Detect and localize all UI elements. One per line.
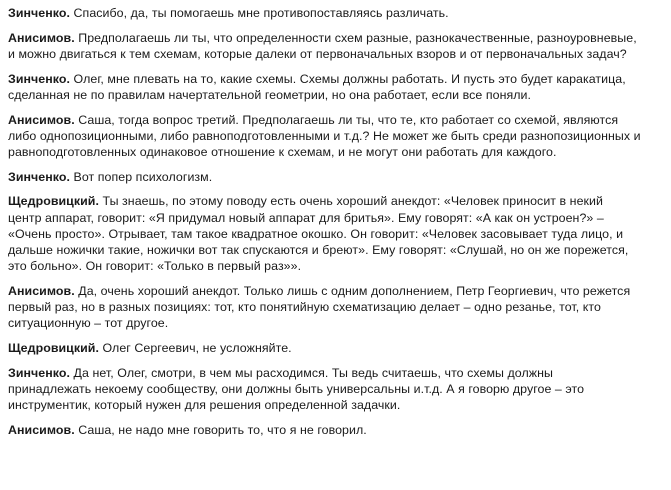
utterance-line: Саша, не надо мне говорить то, что я не говорил.	[78, 422, 367, 437]
utterance-line: дальше ножички такие, ножички вот так спускаются и бреют». Ему говорят: «Слушай, но он же порежется,	[8, 242, 629, 257]
dialogue-paragraph	[8, 71, 663, 103]
utterance-line: Олег, мне плевать на то, какие схемы. Схемы должны работать. И пусть это будет каракатица,	[73, 71, 626, 86]
speaker-name: Зинченко.	[8, 71, 71, 86]
dialogue-paragraph	[8, 340, 663, 356]
utterance-line: Да нет, Олег, смотри, в чем мы расходимся. Ты ведь считаешь, что схемы должны	[73, 365, 553, 380]
utterance-line: Да, очень хороший анекдот. Только лишь с одним дополнением, Петр Георгиевич, что режется	[78, 283, 631, 298]
speaker-name: Анисимов.	[8, 283, 75, 298]
utterance-line: Спасибо, да, ты помогаешь мне противопоставляясь различать.	[73, 6, 449, 20]
dialogue-paragraph	[8, 283, 663, 332]
dialogue-paragraph	[8, 365, 663, 414]
utterance-line: Вот попер психологизм.	[73, 169, 213, 184]
speaker-name: Щедровицкий.	[8, 340, 99, 355]
utterance-line: принадлежать некоему сообществу, они должны быть универсальны и.т.д. А я говорю другое – это	[8, 381, 585, 396]
utterance-line: Олег Сергеевич, не усложняйте.	[102, 340, 292, 355]
utterance-line: сделанная не по правилам начертательной геометрии, но она работает, если все поняли.	[8, 87, 532, 102]
utterance-line: Ты знаешь, по этому поводу есть очень хороший анекдот: «Человек приносит в некий	[102, 194, 603, 209]
utterance-line: «Очень просто». Отрывает, там такое квадратное окошко. Он говорит: «Человек засовывает туда лицо, и	[8, 226, 624, 241]
speaker-name: Зинченко.	[8, 365, 71, 380]
utterance-line: центр аппарат, говорит: «Я придумал новый аппарат для бритья». Ему говорят: «А как он устроен?» –	[8, 210, 604, 225]
speaker-name: Анисимов.	[8, 30, 75, 45]
utterance-line: это больно». Он говорит: «Только в первый раз»».	[8, 259, 302, 274]
speaker-name: Щедровицкий.	[8, 194, 99, 209]
dialogue-paragraph	[8, 422, 663, 438]
dialogue-paragraph	[8, 30, 663, 62]
utterance-line: Предполагаешь ли ты, что определенности схем разные, разнокачественные, разноуровневые,	[78, 30, 637, 45]
utterance-line: ситуационную – тот другое.	[8, 316, 169, 331]
utterance-line: равноподготовленных одинаковое отношение к схемам, и не могут они работать для каждого.	[8, 144, 557, 159]
utterance-line: Саша, тогда вопрос третий. Предполагаешь ли ты, что те, кто работает со схемой, являются	[78, 112, 619, 127]
utterance-line: либо однопозиционными, либо равноподготовленными и т.д.? Не может же быть среди разнопозиционных и	[8, 128, 641, 143]
dialogue-paragraph	[8, 112, 663, 161]
speaker-name: Анисимов.	[8, 112, 75, 127]
dialogue-paragraph	[8, 5, 663, 21]
utterance-line: первый раз, но в разных позициях: тот, кто понятийную схематизацию делает – одно резанье, тот, кто	[8, 300, 601, 315]
speaker-name: Анисимов.	[8, 422, 75, 437]
utterance-line: инструментик, который нужен для решения определенной задачки.	[8, 398, 401, 413]
dialogue-paragraph	[8, 169, 663, 185]
utterance-line: и можно двигаться к тем схемам, которые далеки от первоначальных взоров и от первоначальных задач?	[8, 46, 627, 61]
speaker-name: Зинченко.	[8, 6, 71, 20]
dialogue-paragraph	[8, 193, 663, 274]
speaker-name: Зинченко.	[8, 169, 71, 184]
